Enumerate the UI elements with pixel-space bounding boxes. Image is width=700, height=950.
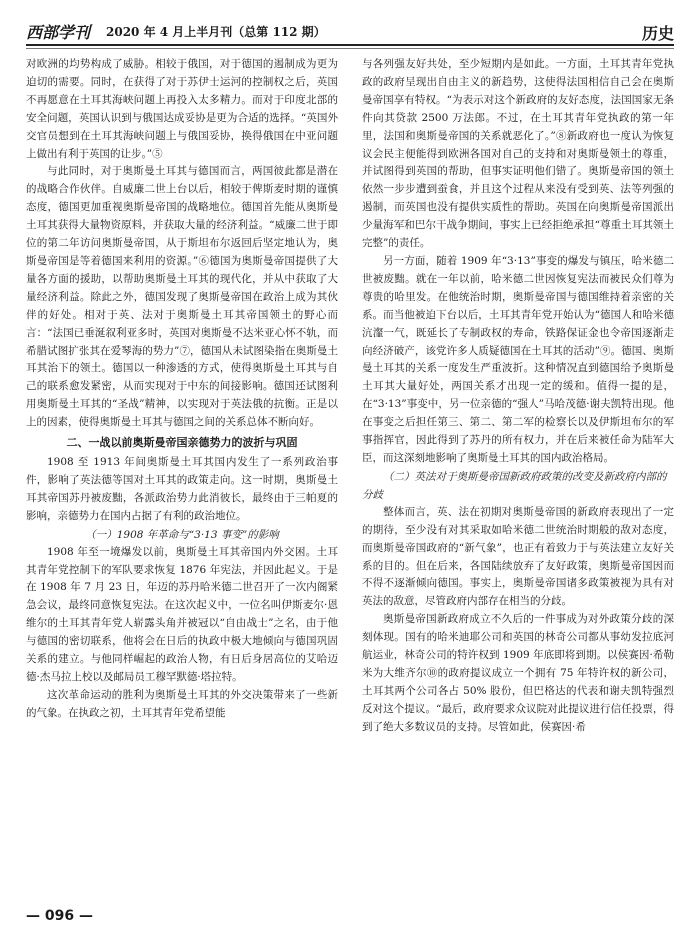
issue-info: 2020 年 4 月上半月刊（总第 112 期） (106, 25, 326, 39)
subsection-heading: （二）英法对于奥斯曼帝国新政府政策的改变及新政府内部的分歧 (362, 470, 667, 501)
paragraph: 与各列强友好共处，至少短期内是如此。一方面，土耳其青年党执政的政府呈现出自由主义的新趋势，这使得法国相信自己会在奥斯曼帝国享有特权。“为表示对这个新政府的友好态度，法国国家无条件向其贷款 2500 万法郎。不过，在土耳其青年党执政的第一年里，法国和奥斯曼帝国的关系就恶化了。”⑧新政府也一度认为恢复议会民主便能得到欧洲各国对自己的支持和对奥斯曼领土的尊重，并试图得到英国的帮助，但事实证明他们错了。奥斯曼帝国的领土依然一步步遭到蚕食，并且这个过程从来没有受到英、法等列强的遏制，而英国也没有提供实质性的帮助。英国在向奥斯曼帝国派出少量海军和巴尔干战争期间，事实上已经拒绝承担“尊重土耳其领土完整”的责任。 (362, 58, 674, 250)
paragraph: 另一方面，随着 1909 年“3·13”事变的爆发与镇压，哈米德二世被废黜。就在一年以前，哈米德二世因恢复宪法而被民众们尊为尊贵的哈里发。在他统治时期，奥斯曼帝国与德国维持着亲密的关系。而当他被迫下台以后，土耳其青年党开始认为“德国人和哈米德沆瀣一气，既延长了专制政权的寿命，铁路保证金也令帝国逐渐走向经济破产，该党许多人质疑德国在土耳其的活动”⑨。德国、奥斯曼土耳其的关系一度发生严重波折。这种情况直到德国给予奥斯曼土耳其大量好处，两国关系才出现一定的缓和。值得一提的是，在“3·13”事变中，另一位亲德的“强人”马哈茂德·谢夫凯特出现。他在事变之后担任第三、第二、第二军的检察长以及伊斯坦布尔的军事指挥官，因此得到了苏丹的所有权力，并在后来被任命为陆军大臣，而这深刻地影响了奥斯曼土耳其的国内政治格局。 (362, 254, 674, 464)
section-label: 历史 (641, 24, 674, 43)
paragraph: 这次革命运动的胜利为奥斯曼土耳其的外交决策带来了一些新的气象。在执政之初，土耳其青年党希望能 (26, 688, 338, 719)
left-column (26, 56, 338, 896)
page-header (26, 18, 674, 46)
header-divider (26, 48, 674, 49)
journal-title: 西部学刊 (26, 23, 91, 42)
paragraph: 1908 至 1913 年间奥斯曼土耳其国内发生了一系列政治事件，影响了英法德等国对土耳其的政策走向。这一时期，奥斯曼土耳其帝国苏丹被废黜，各派政治势力此消彼长，最终由于三帕夏的影响，亲德势力在国内占据了有利的政治地位。 (26, 456, 338, 522)
page-footer (26, 905, 674, 924)
subsection-heading: （一）1908 年革命与“3·13 事变”的影响 (85, 528, 279, 541)
paragraph: 与此同时，对于奥斯曼土耳其与德国而言，两国彼此都是潜在的战略合作伙伴。自威廉二世上台以后，相较于俾斯麦时期的谨慎态度，德国更加重视奥斯曼帝国的战略地位。德国首先能从奥斯曼土耳其获得大量物资原料，并获取大量的经济利益。“威廉二世于即位的第二年访问奥斯曼帝国，从于斯坦布尔返回后坚定地认为，奥斯曼帝国是等着德国来利用的资源。”⑥德国为奥斯曼帝国提供了大量各方面的援助，以帮助奥斯曼土耳其的现代化，并从中获取了大量经济利益。除此之外，德国发现了奥斯曼帝国在政治上成为其伙伴的好处。相对于英、法对于奥斯曼土耳其帝国领土的野心而言：“法国已垂涎叙利亚多时，英国对奥斯曼不达米亚心怀不轨，而希腊试图扩张其在爱琴海的势力”⑦，德国从未试图染指在奥斯曼土耳其治下的领土。德国以一种渗透的方式，使得奥斯曼土耳其与自己的联系愈发紧密，从而实现对于中东的间接影响。德国还试图利用奥斯曼土耳其的“圣战”精神，以实现对于英法俄的抗衡。正是以上的因素，使得奥斯曼土耳其与德国之间的关系总体不断向好。 (26, 165, 338, 429)
paragraph: 整体而言，英、法在初期对奥斯曼帝国的新政府表现出了一定的期待，至少没有对其采取如哈米德二世统治时期般的敌对态度，而奥斯曼帝国政府的“新气象”，也正有着致力于与英法建立友好关系的目的。但在后来，各国陆续放弃了友好政策，奥斯曼帝国因而不得不逐渐倾向德国。事实上，奥斯曼帝国诸多政策被视为具有对英法的敌意，尽管政府内部存在相当的分歧。 (362, 505, 674, 608)
section-heading: 二、一战以前奥斯曼帝国亲德势力的波折与巩固 (66, 436, 298, 450)
page-number: — 096 — (26, 908, 93, 924)
paragraph: 对欧洲的均势构成了威胁。相较于俄国，对于德国的遏制成为更为迫切的需要。同时，在获得了对于苏伊士运河的控制权之后，英国不再愿意在土耳其海峡问题上再投入太多精力。而对于印度北部的安全问题，英国认识到与俄国达成妥协是更为合适的选择。“英国外交官员想到在土耳其海峡问题上与俄国妥协，换得俄国在中亚问题上做出有利于英国的让步。”⑤ (26, 58, 338, 160)
right-column (362, 56, 674, 896)
paragraph: 奥斯曼帝国新政府成立不久后的一件事成为对外政策分歧的深刻体现。国有的哈米迪耶公司和英国的林奇公司都从事幼发拉底河航运业，林奇公司的特许权到 1909 年底即将到期。以侯赛因·希勒米为大维齐尔⑩的政府提议成立一个拥有 75 年特许权的新公司，土耳其两个公司各占 50% 股份，但巴格达的代表和谢夫凯特强烈反对这个提议。“最后，政府要求众议院对此提议进行信任投票，得到了绝大多数议员的支持。尽管如此，侯赛因·希 (362, 613, 674, 733)
paragraph: 1908 年至一境爆发以前，奥斯曼土耳其帝国内外交困。土耳其青年党控制下的军队要求恢复 1876 年宪法，并因此起义。于是在 1908 年 7 月 23 日，年迈的苏丹哈米德二世召开了一次内阁紧急会议，最终同意恢复宪法。在这次起义中，一位名叫伊斯麦尔·恩维尔的土耳其青年党人崭露头角并被冠以“自由战士”之名，由于他与德国的密切联系，他将会在日后的执政中极大地倾向与德国巩固关系的建立。与他同样崛起的政治人物，有日后身居高位的艾哈迈德·杰马拉上校以及邮局员工穆罕默德·塔拉特。 (26, 545, 338, 683)
